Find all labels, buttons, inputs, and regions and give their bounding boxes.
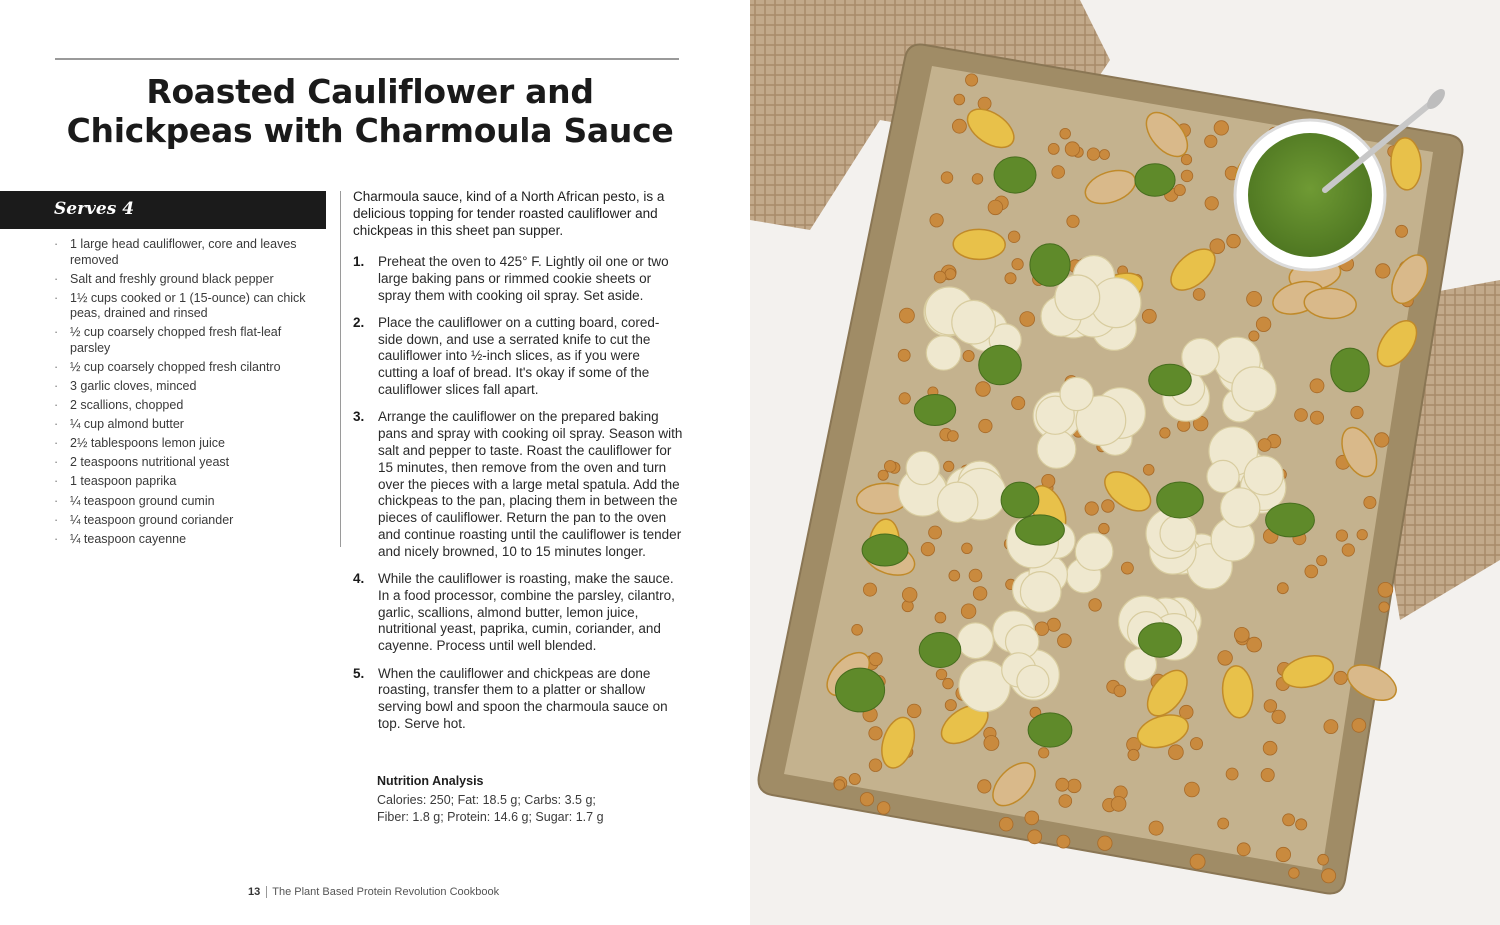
ingredient-text: ¼ teaspoon cayenne [70, 531, 187, 546]
cauliflower-floret [1060, 377, 1093, 410]
recipe-step [353, 409, 683, 560]
chickpea [943, 678, 954, 689]
cauliflower-floret [958, 623, 994, 659]
bullet-icon: · [54, 398, 59, 413]
step-number: 1. [353, 254, 365, 269]
chickpea [1193, 289, 1205, 301]
ingredient-text: ¼ cup almond butter [70, 417, 184, 432]
chickpea [972, 174, 983, 185]
charmoula-dollop [914, 395, 955, 426]
cauliflower-floret [952, 300, 996, 344]
chickpea [1351, 406, 1363, 418]
charmoula-dollop [1016, 515, 1065, 545]
nutrition-title: Nutrition Analysis [377, 774, 484, 788]
chickpea [1324, 720, 1338, 734]
bullet-icon: · [54, 436, 59, 451]
chickpea [1322, 869, 1336, 883]
chickpea [935, 612, 946, 623]
chickpea [1142, 309, 1156, 323]
ingredient-item [54, 532, 316, 548]
chickpea [1008, 231, 1020, 243]
chickpea [1310, 411, 1323, 424]
chickpea [1012, 259, 1023, 270]
step-text: Place the cauliflower on a cutting board, cored-side down, and use a serrated knife to cut the cauliflower into ½-inch slices, as if you were cutting a loaf of bread. It's okay if some of the cauliflower slices fall apart. [378, 314, 660, 398]
chickpea [1264, 700, 1277, 713]
chickpea [999, 817, 1013, 831]
chickpea [1249, 331, 1259, 341]
cauliflower-floret [1075, 533, 1113, 571]
chickpea [1258, 439, 1271, 452]
ingredient-item [54, 398, 316, 414]
chickpea [1121, 562, 1133, 574]
chickpea [1012, 396, 1025, 409]
chickpea [1025, 811, 1039, 825]
ingredient-text: 3 garlic cloves, minced [70, 378, 197, 393]
top-rule [55, 58, 679, 60]
chickpea [852, 624, 863, 635]
chickpea [902, 588, 917, 603]
chickpea [869, 653, 882, 666]
chickpea [1376, 264, 1390, 278]
page-number: 13 [248, 886, 267, 898]
cauliflower-floret [906, 451, 939, 484]
chickpea [949, 570, 960, 581]
cauliflower-floret [1020, 572, 1061, 613]
chickpea [1218, 651, 1233, 666]
ingredient-item [54, 513, 316, 529]
chickpea [1067, 779, 1081, 793]
cauliflower-floret [1207, 460, 1239, 492]
chickpea [1057, 835, 1070, 848]
charmoula-dollop [1157, 482, 1204, 518]
chickpea [1283, 814, 1295, 826]
chickpea [1317, 556, 1327, 566]
chickpea [1318, 854, 1329, 865]
chickpea [1100, 150, 1110, 160]
serves-label: Serves 4 [54, 199, 135, 219]
ingredient-text: 2 scallions, chopped [70, 398, 184, 413]
charmoula-dollop [1135, 164, 1175, 196]
cauliflower-floret [938, 482, 978, 522]
chickpea [969, 569, 982, 582]
chickpea [1310, 379, 1324, 393]
charmoula-dollop [1028, 713, 1072, 747]
chickpea [1336, 530, 1347, 541]
chickpea [963, 350, 974, 361]
ingredient-item [54, 291, 316, 322]
recipe-step [353, 315, 683, 399]
chickpea [1218, 818, 1229, 829]
charmoula-dollop [919, 633, 961, 668]
chickpea [863, 583, 876, 596]
bullet-icon: · [54, 512, 59, 527]
chickpea [941, 172, 953, 184]
ingredient-item [54, 360, 316, 376]
ingredient-item [54, 436, 316, 452]
charmoula-dollop [862, 534, 908, 566]
ingredient-item [54, 455, 316, 471]
chickpea [1342, 544, 1354, 556]
nutrition-line-2: Fiber: 1.8 g; Protein: 14.6 g; Sugar: 1.7 g [377, 810, 604, 824]
chickpea [1237, 843, 1250, 856]
recipe-step [353, 666, 683, 733]
charmoula-dollop [979, 345, 1022, 385]
chickpea [1143, 464, 1154, 475]
chickpea [1334, 671, 1347, 684]
step-text: Arrange the cauliflower on the prepared baking pans and spray with cooking oil spray. Season with salt and pepper to taste. Roast the cauliflower for 15 minutes, then remove from the oven and turn over the pieces with a large metal spatula. Add the chickpeas to the pan, placing them in between the pieces of cauliflower. Return the pan to the oven and continue roasting until the cauliflower is tender and nicely browned, 10 to 15 minutes longer. [378, 409, 683, 559]
chickpea [1005, 273, 1016, 284]
chickpea [869, 759, 882, 772]
chickpea [1065, 142, 1079, 156]
charmoula-dollop [1030, 244, 1070, 287]
chickpea [877, 802, 890, 815]
chickpea [1181, 170, 1193, 182]
chickpea [1087, 148, 1099, 160]
chickpea [1375, 433, 1389, 447]
serves-banner [0, 191, 326, 229]
chickpea [979, 419, 992, 432]
ingredient-text: ½ cup coarsely chopped fresh flat-leaf parsley [70, 325, 282, 355]
chickpea [936, 669, 947, 680]
ingredient-item [54, 494, 316, 510]
step-number: 5. [353, 665, 365, 681]
bullet-icon: · [54, 271, 59, 286]
chickpea [1272, 710, 1285, 723]
chickpea [1028, 830, 1042, 844]
charmoula-dollop [1331, 348, 1370, 392]
chickpea [1102, 500, 1115, 513]
chickpea [929, 526, 942, 539]
ingredient-list [54, 237, 316, 551]
chickpea [978, 97, 991, 110]
chickpea [1048, 143, 1059, 154]
chickpea [973, 587, 987, 601]
chickpea [976, 382, 991, 397]
chickpea [1352, 719, 1366, 733]
charmoula-dollop [1138, 623, 1181, 657]
step-number: 4. [353, 571, 365, 587]
chickpea [1111, 797, 1126, 812]
chickpea [945, 700, 956, 711]
chickpea [1114, 685, 1126, 697]
chickpea [1205, 197, 1218, 210]
chickpea [1056, 778, 1069, 791]
recipe-step [353, 254, 683, 304]
ingredient-text: Salt and freshly ground black pepper [70, 271, 274, 286]
ingredient-item [54, 379, 316, 395]
chickpea [1067, 215, 1079, 227]
ingredient-item [54, 272, 316, 288]
bullet-icon: · [54, 417, 59, 432]
cauliflower-floret [926, 336, 961, 371]
chickpea [898, 349, 910, 361]
bullet-icon: · [54, 325, 59, 340]
ingredient-text: 2½ tablespoons lemon juice [70, 436, 225, 451]
chickpea [934, 271, 946, 283]
step-number: 2. [353, 314, 365, 330]
chickpea [1190, 854, 1205, 869]
chickpea [1214, 121, 1228, 135]
dish-photo [750, 0, 1500, 925]
chickpea [1261, 768, 1274, 781]
chickpea [930, 214, 943, 227]
ingredient-text: 2 teaspoons nutritional yeast [70, 455, 230, 470]
ingredient-text: ¼ teaspoon ground coriander [70, 512, 234, 527]
title-line-2: Chickpeas with Charmoula Sauce [66, 111, 674, 150]
chickpea [978, 780, 991, 793]
chickpea [1364, 496, 1376, 508]
chickpea [954, 94, 965, 105]
chickpea [1226, 768, 1238, 780]
book-title: The Plant Based Protein Revolution Cookbook [272, 886, 500, 898]
chickpea [1020, 312, 1035, 327]
bullet-icon: · [54, 531, 59, 546]
chickpea [1234, 627, 1249, 642]
chickpea [921, 542, 934, 555]
chickpea [1379, 602, 1389, 612]
bullet-icon: · [54, 290, 59, 305]
ingredient-item [54, 474, 316, 490]
chickpea [1052, 166, 1065, 179]
chickpea [1039, 748, 1049, 758]
chickpea [944, 461, 954, 471]
chickpea [1185, 782, 1200, 797]
chickpea [1169, 745, 1184, 760]
bullet-icon: · [54, 378, 59, 393]
chickpea [1085, 502, 1098, 515]
chickpea [1149, 821, 1163, 835]
cauliflower-floret [1221, 488, 1260, 527]
chickpea [1277, 583, 1288, 594]
chickpea [1396, 225, 1408, 237]
chickpea [1160, 428, 1170, 438]
chickpea [1190, 738, 1202, 750]
charmoula-dollop [1149, 364, 1192, 396]
chickpea [966, 74, 978, 86]
cauliflower-floret [1244, 456, 1283, 495]
cauliflower-floret [1160, 515, 1196, 551]
ingredient-text: 1 large head cauliflower, core and leaves removed [70, 237, 297, 267]
ingredient-item [54, 237, 316, 268]
chickpea [1247, 291, 1262, 306]
chickpea [1289, 868, 1300, 879]
cauliflower-floret [1037, 430, 1076, 469]
chickpea [834, 780, 844, 790]
chickpea [1205, 135, 1217, 147]
chickpea [1276, 847, 1290, 861]
chickpea [1128, 749, 1139, 760]
ingredient-text: ¼ teaspoon ground cumin [70, 493, 215, 508]
chickpea [1058, 634, 1072, 648]
recipe-intro: Charmoula sauce, kind of a North African pesto, is a delicious topping for tender roasted cauliflower and chickpeas in this sheet pan supper. [353, 189, 665, 238]
bullet-icon: · [54, 474, 59, 489]
step-list [353, 254, 683, 733]
page-footer [248, 886, 499, 898]
title-line-1: Roasted Cauliflower and [146, 72, 594, 111]
potato-wedge [953, 229, 1006, 260]
chickpea [1047, 618, 1060, 631]
chickpea [1098, 836, 1112, 850]
chickpea [899, 308, 914, 323]
chickpea [860, 793, 873, 806]
ingredient-item [54, 417, 316, 433]
chickpea [1059, 795, 1072, 808]
chickpea [988, 200, 1003, 215]
charmoula-dollop [994, 157, 1036, 193]
step-text: When the cauliflower and chickpeas are done roasting, transfer them to a platter or shallow serving bowl and spoon the charmoula sauce on top. Serve hot. [378, 665, 668, 731]
step-text: While the cauliflower is roasting, make the sauce. In a food processor, combine the parsley, cilantro, garlic, scallions, almond butter, lemon juice, nutritional yeast, paprika, cumin, coriander, and cayenne. Process until well blended. [378, 571, 675, 654]
chickpea [952, 119, 966, 133]
chickpea [869, 727, 882, 740]
chickpea [1256, 317, 1271, 332]
chickpea [1305, 565, 1318, 578]
recipe-step [353, 571, 683, 655]
chickpea [1263, 741, 1277, 755]
charmoula-dollop [1266, 503, 1315, 537]
chickpea [899, 393, 910, 404]
chickpea [945, 269, 956, 280]
chickpea [878, 470, 888, 480]
chickpea [948, 431, 959, 442]
chickpea [1295, 409, 1308, 422]
charmoula-dollop [835, 668, 884, 712]
cauliflower-floret [1017, 665, 1049, 697]
chickpea [849, 773, 860, 784]
chickpea [962, 543, 973, 554]
chickpea [1174, 184, 1185, 195]
chickpea [907, 704, 921, 718]
charmoula-dollop [1001, 482, 1039, 518]
chickpea [984, 736, 999, 751]
recipe-title [60, 72, 680, 150]
chickpea [1181, 154, 1191, 164]
ingredient-text: 1 teaspoon paprika [70, 474, 177, 489]
chickpea [1357, 530, 1367, 540]
nutrition-line-1: Calories: 250; Fat: 18.5 g; Carbs: 3.5 g; [377, 793, 596, 807]
chickpea [1247, 637, 1262, 652]
ingredient-text: 1½ cups cooked or 1 (15-ounce) can chick peas, drained and rinsed [70, 290, 306, 321]
bullet-icon: · [54, 455, 59, 470]
ingredient-text: ½ cup coarsely chopped fresh cilantro [70, 359, 281, 374]
step-text: Preheat the oven to 425° F. Lightly oil one or two large baking pans or rimmed cookie sheets or spray them with cooking oil spray. Set aside. [378, 254, 669, 303]
chickpea [1227, 234, 1241, 248]
chickpea [961, 604, 976, 619]
ingredient-item [54, 325, 316, 356]
chickpea [884, 461, 896, 473]
chickpea [1296, 819, 1307, 830]
chickpea [1378, 582, 1393, 597]
cauliflower-floret [1232, 367, 1276, 411]
chickpea [1099, 523, 1110, 534]
chickpea [1089, 599, 1102, 612]
column-divider [340, 191, 341, 547]
step-number: 3. [353, 409, 365, 425]
bullet-icon: · [54, 237, 59, 251]
bullet-icon: · [54, 359, 59, 374]
chickpea [1060, 128, 1071, 139]
bullet-icon: · [54, 493, 59, 508]
